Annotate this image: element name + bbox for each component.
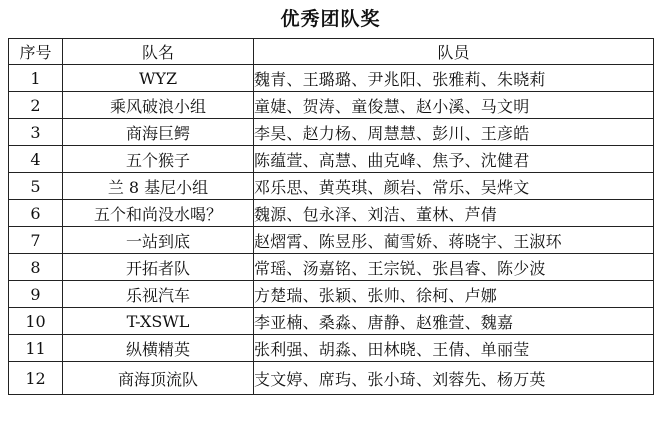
team-name: 一站到底	[63, 227, 254, 254]
team-name: 商海顶流队	[63, 362, 254, 395]
team-members: 魏青、王璐璐、尹兆阳、张雅莉、朱晓莉	[254, 65, 654, 92]
table-row	[9, 173, 654, 200]
team-name: 纵横精英	[63, 335, 254, 362]
team-name: 开拓者队	[63, 254, 254, 281]
row-number: 7	[9, 227, 63, 254]
header-number: 序号	[9, 39, 63, 65]
award-table	[8, 38, 654, 395]
table-row	[9, 146, 654, 173]
team-members: 陈蕴萱、高慧、曲克峰、焦予、沈健君	[254, 146, 654, 173]
team-name: 乐视汽车	[63, 281, 254, 308]
team-members: 魏源、包永泽、刘洁、董林、芦倩	[254, 200, 654, 227]
table-row	[9, 200, 654, 227]
row-number: 5	[9, 173, 63, 200]
team-name: 乘风破浪小组	[63, 92, 254, 119]
row-number: 4	[9, 146, 63, 173]
table-row	[9, 119, 654, 146]
row-number: 9	[9, 281, 63, 308]
table-row	[9, 92, 654, 119]
row-number: 8	[9, 254, 63, 281]
team-name: 兰 8 基尼小组	[63, 173, 254, 200]
document-title: 优秀团队奖	[280, 8, 381, 30]
table-row	[9, 362, 654, 395]
row-number: 12	[9, 362, 63, 395]
team-members: 方楚瑞、张颖、张帅、徐柯、卢娜	[254, 281, 654, 308]
row-number: 3	[9, 119, 63, 146]
table-header-row	[9, 39, 654, 65]
table-row	[9, 335, 654, 362]
row-number: 11	[9, 335, 63, 362]
team-name: 五个和尚没水喝？	[63, 200, 254, 227]
row-number: 10	[9, 308, 63, 335]
team-members: 张利强、胡淼、田林晓、王倩、单丽莹	[254, 335, 654, 362]
team-members: 邓乐思、黄英琪、颜岩、常乐、吴烨文	[254, 173, 654, 200]
header-members: 队员	[254, 39, 654, 65]
team-members: 李昊、赵力杨、周慧慧、彭川、王彦皓	[254, 119, 654, 146]
team-name: T-XSWL	[63, 308, 254, 335]
row-number: 1	[9, 65, 63, 92]
row-number: 6	[9, 200, 63, 227]
table-row	[9, 308, 654, 335]
table-row	[9, 254, 654, 281]
team-members: 李亚楠、桑淼、唐静、赵雅萱、魏嘉	[254, 308, 654, 335]
team-name: WYZ	[63, 65, 254, 92]
header-team-name: 队名	[63, 39, 254, 65]
team-members: 支文婷、席玙、张小琦、刘蓉先、杨万英	[254, 362, 654, 395]
row-number: 2	[9, 92, 63, 119]
team-name: 五个猴子	[63, 146, 254, 173]
table-row	[9, 227, 654, 254]
team-members: 赵熠霄、陈昱彤、蔺雪娇、蒋晓宇、王淑环	[254, 227, 654, 254]
team-members: 童婕、贺涛、童俊慧、赵小溪、马文明	[254, 92, 654, 119]
table-row	[9, 281, 654, 308]
team-members: 常瑶、汤嘉铭、王宗锐、张昌睿、陈少波	[254, 254, 654, 281]
table-row	[9, 65, 654, 92]
team-name: 商海巨鳄	[63, 119, 254, 146]
